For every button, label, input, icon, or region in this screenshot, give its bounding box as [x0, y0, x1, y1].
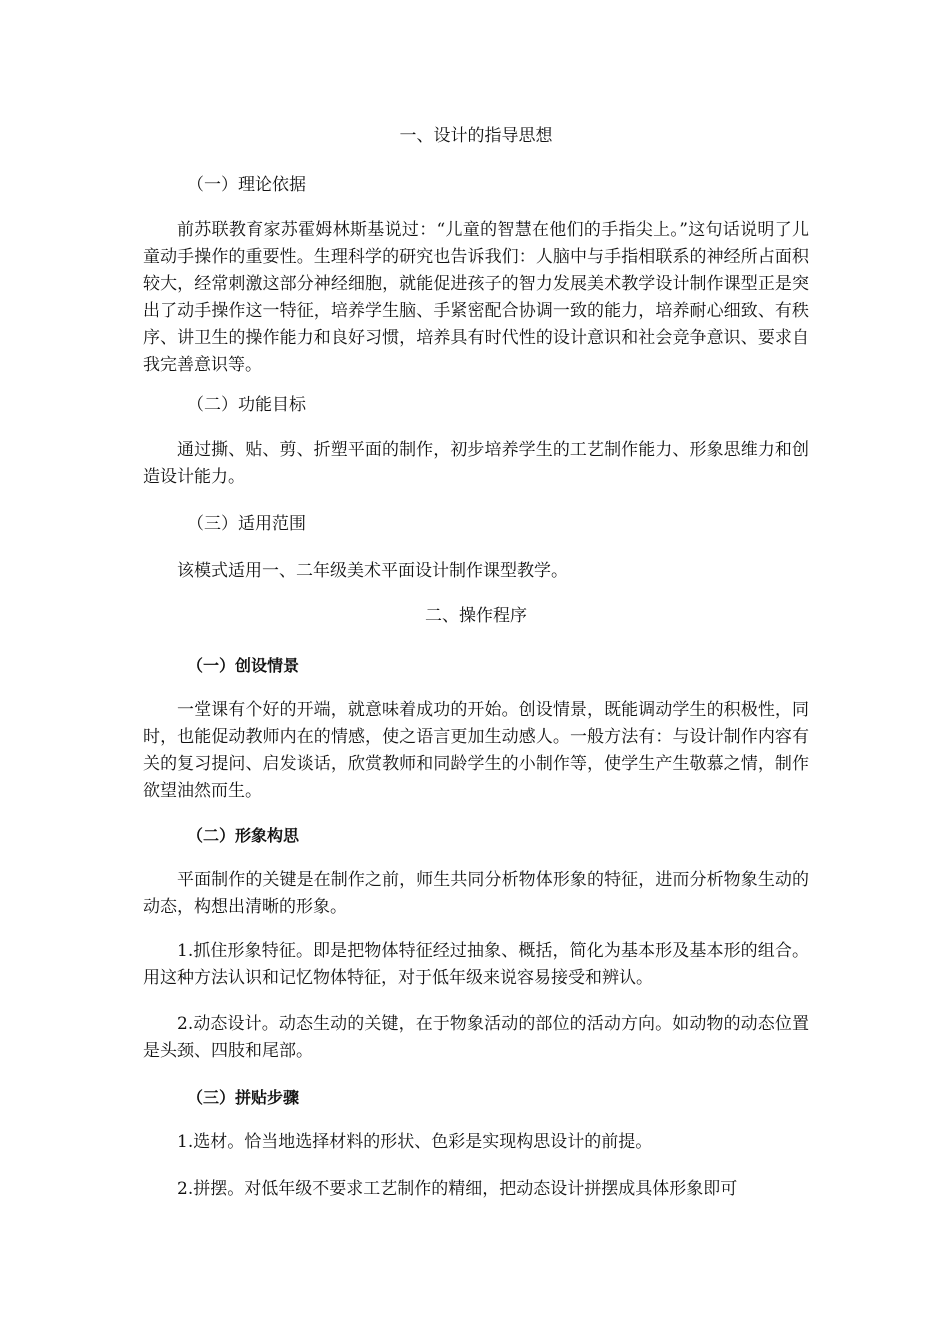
- section-1-title: 一、设计的指导思想: [399, 126, 553, 146]
- subheading-scope: （三）适用范围: [187, 514, 306, 534]
- paragraph-theory-basis: 前苏联教育家苏霍姆林斯基说过：“儿童的智慧在他们的手指尖上。”这句话说明了儿童动手操作的重要性。生理科学的研究也告诉我们：人脑中与手指相联系的神经所占面积较大，经常刺激这部分神经细胞，就能促进孩子的智力发展美术教学设计制作课型正是突出了动手操作这一特征，培养学生脑、手紧密配合协调一致的能力，培养耐心细致、有秩序、讲卫生的操作能力和良好习惯，培养具有时代性的设计意识和社会竞争意识、要求自我完善意识等。: [143, 220, 809, 375]
- paragraph-select-material: 1.选材。恰当地选择材料的形状、色彩是实现构思设计的前提。: [177, 1132, 653, 1152]
- section-2-title: 二、操作程序: [425, 606, 527, 626]
- subheading-image-concept: （二）形象构思: [187, 826, 300, 845]
- subheading-collage-steps: （三）拼贴步骤: [187, 1088, 300, 1107]
- paragraph-arrange: 2.拼摆。对低年级不要求工艺制作的精细，把动态设计拼摆成具体形象即可: [177, 1179, 738, 1199]
- paragraph-grasp-features: 1.抓住形象特征。即是把物体特征经过抽象、概括，简化为基本形及基本形的组合。用这种方法认识和记忆物体特征，对于低年级来说容易接受和辨认。: [143, 941, 809, 988]
- subheading-create-scene: （一）创设情景: [187, 656, 300, 675]
- paragraph-create-scene: 一堂课有个好的开端，就意味着成功的开始。创设情景，既能调动学生的积极性，同时，也能促动教师内在的情感，使之语言更加生动感人。一般方法有：与设计制作内容有关的复习提问、启发谈话，欣赏教师和同龄学生的小制作等，使学生产生敬慕之情，制作欲望油然而生。: [143, 700, 809, 801]
- paragraph-function-goal: 通过撕、贴、剪、折塑平面的制作，初步培养学生的工艺制作能力、形象思维力和创造设计能力。: [143, 440, 809, 487]
- subheading-function-goal: （二）功能目标: [187, 395, 306, 415]
- paragraph-dynamic-design: 2.动态设计。动态生动的关键，在于物象活动的部位的活动方向。如动物的动态位置是头颈、四肢和尾部。: [143, 1014, 809, 1061]
- paragraph-scope: 该模式适用一、二年级美术平面设计制作课型教学。: [177, 561, 568, 581]
- paragraph-image-concept: 平面制作的关键是在制作之前，师生共同分析物体形象的特征，进而分析物象生动的动态，构想出清晰的形象。: [143, 870, 809, 917]
- subheading-theory-basis: （一）理论依据: [187, 175, 306, 195]
